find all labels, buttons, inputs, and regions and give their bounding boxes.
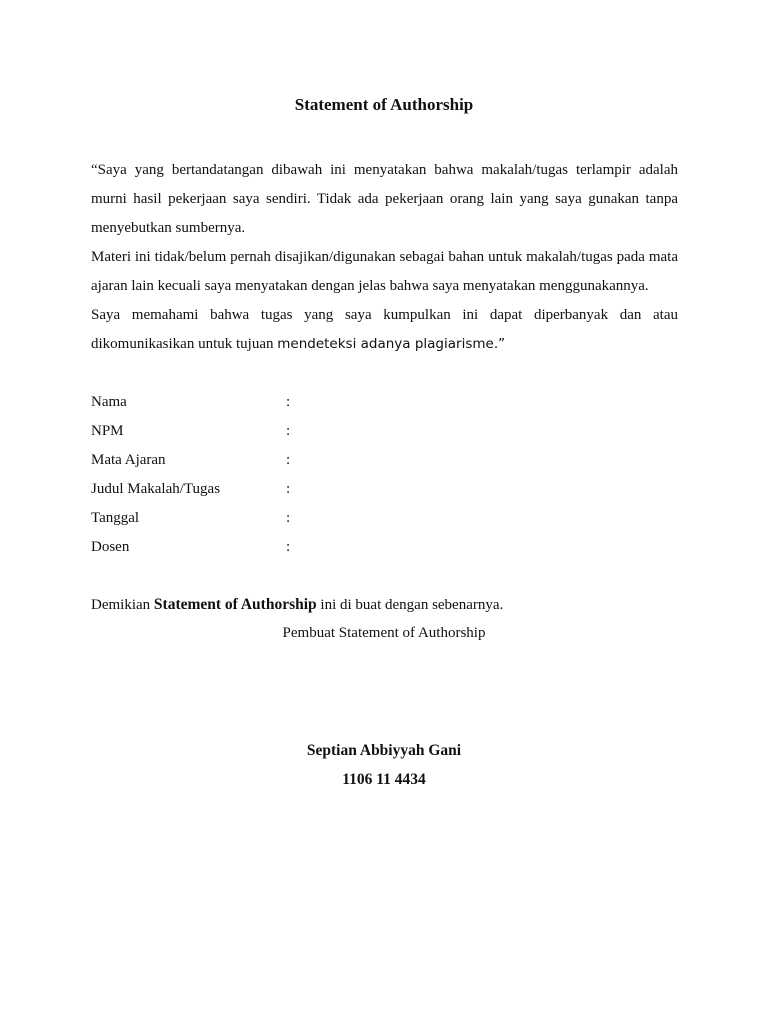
field-colon: : xyxy=(286,452,291,468)
field-row-nama xyxy=(91,388,491,417)
statement-paragraph-3-tail: mendeteksi adanya plagiarisme.” xyxy=(277,336,506,352)
field-colon: : xyxy=(286,481,291,497)
field-row-npm xyxy=(91,417,491,446)
maker-label: Pembuat Statement of Authorship xyxy=(282,625,486,641)
statement-paragraph-3 xyxy=(91,301,678,359)
field-label-judul: Judul Makalah/Tugas xyxy=(91,481,221,497)
field-label-dosen: Dosen xyxy=(91,539,130,555)
field-row-tanggal xyxy=(91,504,491,533)
closing-suffix: ini di buat dengan sebenarnya. xyxy=(316,597,504,613)
statement-paragraph-1: “Saya yang bertandatangan dibawah ini menyatakan bahwa makalah/tugas terlampir adalah murni hasil pekerjaan saya sendiri. Tidak ada pekerjaan orang lain yang saya gunakan tanpa menyebutkan sumbernya. xyxy=(91,162,678,236)
field-label-nama: Nama xyxy=(91,394,127,410)
field-colon: : xyxy=(286,539,291,555)
field-row-judul xyxy=(91,475,491,504)
document-title: Statement of Authorship xyxy=(294,95,474,114)
signer-id: 1106 11 4434 xyxy=(342,771,426,788)
field-label-npm: NPM xyxy=(91,423,124,439)
statement-paragraph-2: Materi ini tidak/belum pernah disajikan/digunakan sebagai bahan untuk makalah/tugas pada mata ajaran lain kecuali saya menyatakan dengan jelas bahwa saya menyatakan menggunakannya. xyxy=(91,249,678,294)
identity-fields xyxy=(91,388,491,562)
field-label-tanggal: Tanggal xyxy=(91,510,140,526)
field-colon: : xyxy=(286,510,291,526)
closing-prefix: Demikian xyxy=(91,597,154,613)
field-label-mata-ajaran: Mata Ajaran xyxy=(91,452,166,468)
closing-statement xyxy=(91,590,503,620)
field-colon: : xyxy=(286,423,291,439)
signer-name: Septian Abbiyyah Gani xyxy=(306,742,462,759)
closing-bold-title: Statement of Authorship xyxy=(153,596,317,613)
field-colon: : xyxy=(286,394,291,410)
field-row-dosen xyxy=(91,533,491,562)
statement-body xyxy=(91,156,678,359)
statement-paragraph-3-main: Saya memahami bahwa tugas yang saya kumpulkan ini dapat diperbanyak dan atau dikomunikasikan untuk tujuan xyxy=(91,307,678,352)
field-row-mata-ajaran xyxy=(91,446,491,475)
